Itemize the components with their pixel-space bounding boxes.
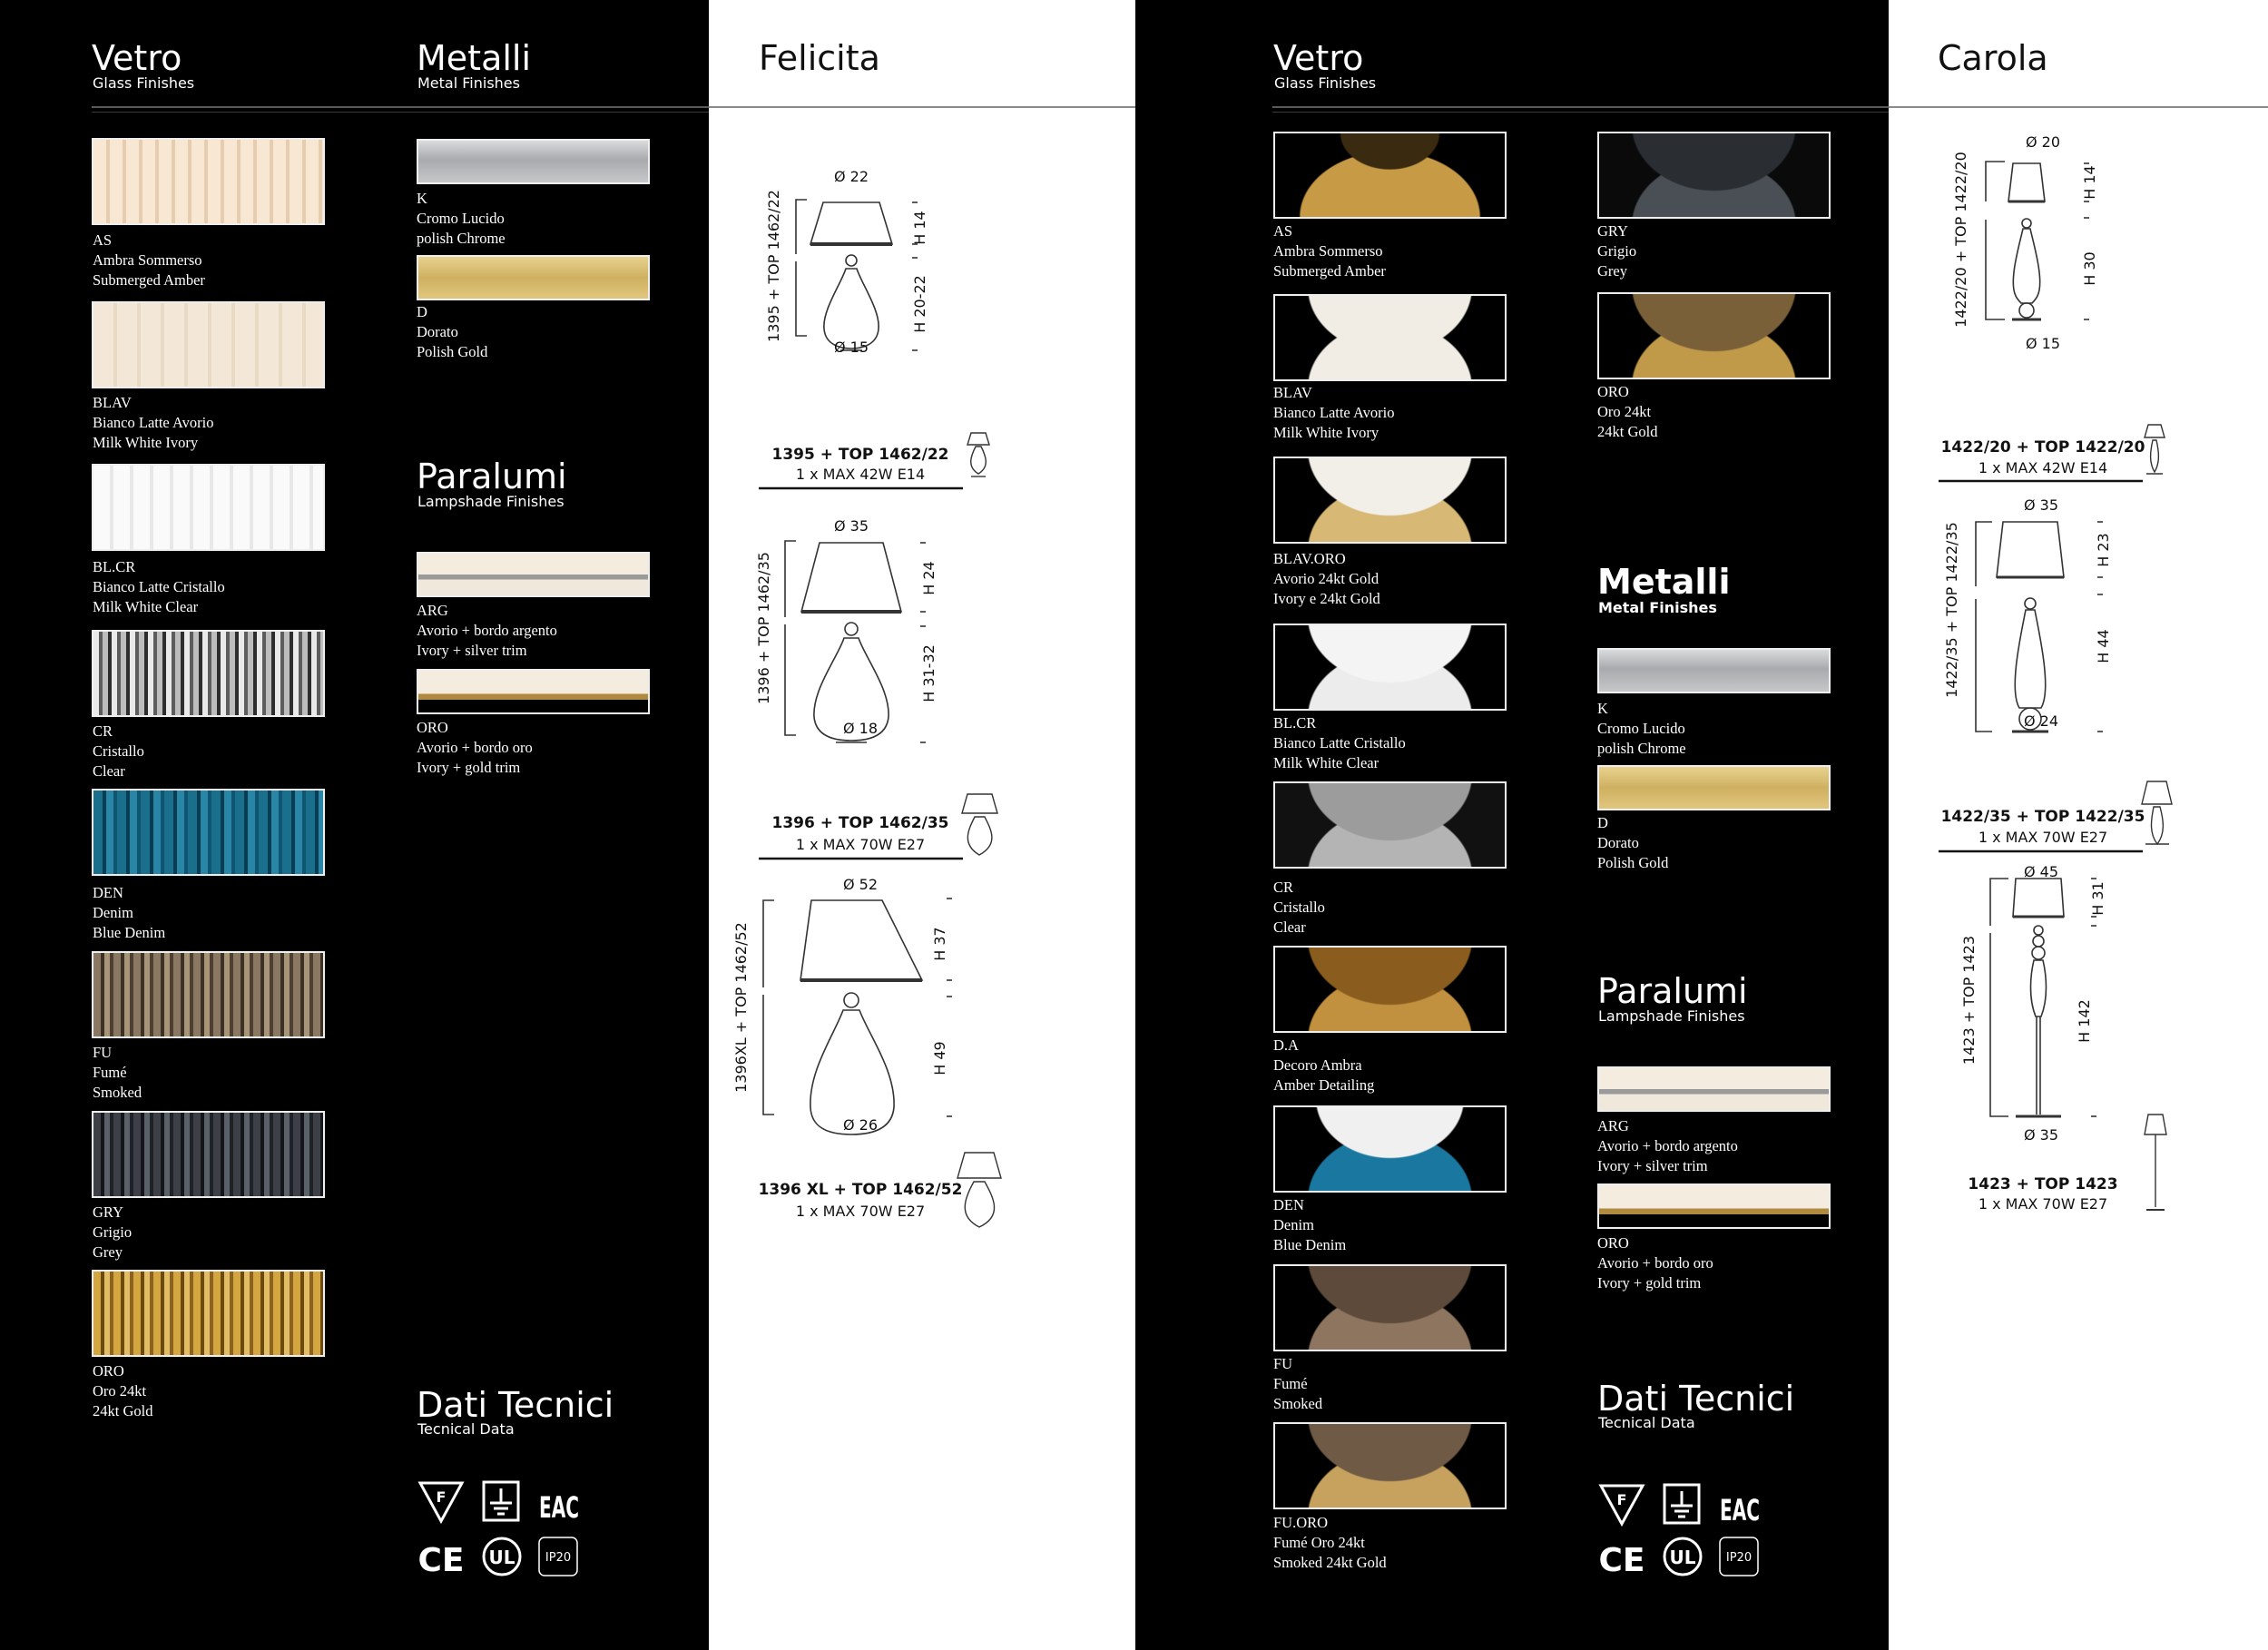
rshade-swatch-arg xyxy=(1597,1066,1831,1112)
metal-caption-d: D Dorato Polish Gold xyxy=(417,303,488,360)
ground-symbol-icon xyxy=(481,1479,521,1523)
metal-swatch-k xyxy=(417,139,650,184)
felicita-header-rule xyxy=(709,106,1135,108)
glass-swatch-oro xyxy=(92,1270,325,1357)
right-header-rule-thin xyxy=(1272,112,1889,113)
carola-3-model: 1423 + TOP 1423 xyxy=(1968,1175,2118,1193)
felicita-1-top-dia: Ø 22 xyxy=(833,168,869,185)
glass-swatch-blcr xyxy=(92,464,325,551)
rglass-caption-oro: ORO Oro 24kt 24kt Gold xyxy=(1597,383,1658,440)
carola-1-top-dia: Ø 20 xyxy=(2025,133,2061,151)
glass-swatch-den xyxy=(92,789,325,876)
felicita-lamp-1 xyxy=(796,200,918,350)
glass-swatch-gry xyxy=(92,1111,325,1198)
felicita-2-spec: 1 x MAX 70W E27 xyxy=(795,836,926,853)
rglass-caption-gry: GRY Grigio Grey xyxy=(1597,222,1637,280)
r-eac-mark-icon xyxy=(1718,1482,1762,1526)
felicita-3-spec: 1 x MAX 70W E27 xyxy=(795,1203,926,1220)
r-f-mark-icon xyxy=(1597,1482,1646,1527)
shade-caption-oro: ORO Avorio + bordo oro Ivory + gold trim xyxy=(417,719,533,776)
rshade-swatch-oro xyxy=(1597,1183,1831,1229)
rglass-swatch-da xyxy=(1273,946,1507,1033)
rglass-swatch-cr xyxy=(1273,781,1507,869)
right-vetro-title: Vetro xyxy=(1273,38,1364,78)
felicita-lamp-3-labels xyxy=(732,876,948,1134)
rglass-caption-fu: FU Fumé Smoked xyxy=(1273,1355,1323,1412)
felicita-2-base-dia: Ø 18 xyxy=(842,720,879,737)
left-vetro-subtitle: Glass Finishes xyxy=(93,74,195,92)
r-ip20-mark-icon xyxy=(1718,1536,1760,1577)
glass-caption-oro: ORO Oro 24kt 24kt Gold xyxy=(93,1362,153,1419)
felicita-lamp-2 xyxy=(785,541,926,742)
glass-caption-blav: BLAV Bianco Latte Avorio Milk White Ivory xyxy=(93,394,214,451)
felicita-3-h2: H 49 xyxy=(931,1041,948,1075)
rglass-caption-blavoro: BLAV.ORO Avorio 24kt Gold Ivory e 24kt Gold xyxy=(1273,550,1380,607)
rglass-swatch-fuoro xyxy=(1273,1422,1507,1509)
carola-2-h1: H 23 xyxy=(2095,533,2112,567)
carola-2-side: 1422/35 + TOP 1422/35 xyxy=(1943,522,1960,698)
glass-caption-cr: CR Cristallo Clear xyxy=(93,722,144,780)
svg-text:IP20: IP20 xyxy=(1725,1551,1753,1565)
felicita-lamp-1-model xyxy=(759,433,989,488)
glass-swatch-cr xyxy=(92,630,325,717)
carola-lamp-1-model xyxy=(1939,425,2165,481)
glass-caption-fu: FU Fumé Smoked xyxy=(93,1044,142,1101)
shade-swatch-oro xyxy=(417,669,650,714)
felicita-lamp-3 xyxy=(763,899,952,1134)
felicita-1-base-dia: Ø 15 xyxy=(833,339,869,356)
rglass-caption-den: DEN Denim Blue Denim xyxy=(1273,1196,1347,1253)
left-paralumi-subtitle: Lampshade Finishes xyxy=(417,493,565,510)
felicita-2-top-dia: Ø 35 xyxy=(833,517,869,535)
right-paralumi-title: Paralumi xyxy=(1597,971,1748,1011)
carola-title: Carola xyxy=(1938,38,2048,78)
carola-header-rule xyxy=(1889,106,2268,108)
glass-swatch-fu xyxy=(92,951,325,1038)
carola-1-side: 1422/20 + TOP 1422/20 xyxy=(1952,152,1969,328)
carola-lamp-2 xyxy=(1976,522,2103,732)
rmetal-caption-k: K Cromo Lucido polish Chrome xyxy=(1597,700,1686,757)
rshade-caption-oro: ORO Avorio + bordo oro Ivory + gold trim xyxy=(1597,1234,1713,1292)
felicita-lamp-2-labels xyxy=(755,517,938,737)
felicita-1-model: 1395 + TOP 1462/22 xyxy=(771,446,949,464)
svg-text:EAC: EAC xyxy=(539,1490,579,1525)
felicita-1-side: 1395 + TOP 1462/22 xyxy=(765,190,782,342)
felicita-3-base-dia: Ø 26 xyxy=(842,1116,879,1134)
carola-3-h2: H 142 xyxy=(2076,999,2093,1043)
carola-3-h1: H 31 xyxy=(2089,881,2106,916)
glass-caption-as: AS Ambra Sommerso Submerged Amber xyxy=(93,231,205,289)
carola-2-base-dia: Ø 24 xyxy=(2023,712,2059,730)
svg-text:F: F xyxy=(1616,1491,1627,1508)
carola-1-thumb-icon xyxy=(2145,425,2165,474)
carola-lamp-2-model xyxy=(1939,781,2172,851)
glass-caption-gry: GRY Grigio Grey xyxy=(93,1203,133,1261)
felicita-2-side: 1396 + TOP 1462/35 xyxy=(755,552,772,704)
rglass-swatch-blav xyxy=(1273,294,1507,381)
felicita-3-model: 1396 XL + TOP 1462/52 xyxy=(758,1181,963,1199)
felicita-2-h1: H 24 xyxy=(920,561,938,595)
carola-lamp-3 xyxy=(1990,879,2096,1116)
rglass-swatch-as xyxy=(1273,132,1507,219)
eac-mark-icon xyxy=(537,1479,581,1523)
felicita-title: Felicita xyxy=(759,38,880,78)
carola-2-model: 1422/35 + TOP 1422/35 xyxy=(1940,808,2145,826)
carola-3-thumb-icon xyxy=(2145,1115,2166,1210)
metal-swatch-d xyxy=(417,255,650,300)
svg-text:UL: UL xyxy=(1669,1547,1696,1568)
felicita-1-h2: H 20-22 xyxy=(911,275,928,333)
felicita-1-h1: H 14 xyxy=(911,211,928,245)
carola-lamp-2-labels xyxy=(1943,496,2112,730)
left-metalli-title: Metalli xyxy=(417,38,532,78)
carola-lamp-3-labels xyxy=(1960,863,2106,1144)
carola-1-h1: H 14 xyxy=(2081,165,2098,200)
felicita-lamp-2-model xyxy=(759,794,997,859)
rglass-swatch-fu xyxy=(1273,1264,1507,1351)
f-mark-icon xyxy=(417,1479,466,1525)
felicita-3-h1: H 37 xyxy=(931,927,948,961)
ip20-mark-icon xyxy=(537,1536,579,1577)
rmetal-caption-d: D Dorato Polish Gold xyxy=(1597,814,1669,871)
carola-1-spec: 1 x MAX 42W E14 xyxy=(1978,459,2108,476)
rmetal-swatch-k xyxy=(1597,648,1831,693)
felicita-drawings xyxy=(709,118,1135,1243)
carola-2-h2: H 44 xyxy=(2095,629,2112,663)
svg-text:UL: UL xyxy=(488,1547,515,1568)
carola-3-spec: 1 x MAX 70W E27 xyxy=(1978,1195,2108,1213)
svg-text:EAC: EAC xyxy=(1720,1493,1760,1527)
r-ul-mark-icon xyxy=(1662,1536,1703,1577)
r-ce-mark-icon xyxy=(1597,1537,1646,1579)
carola-lamp-3-model xyxy=(1968,1115,2166,1213)
right-metalli-title: Metalli xyxy=(1597,562,1731,602)
carola-lamp-1 xyxy=(1986,162,2089,319)
metal-caption-k: K Cromo Lucido polish Chrome xyxy=(417,190,506,247)
carola-1-h2: H 30 xyxy=(2081,251,2098,286)
svg-text:CE: CE xyxy=(1598,1542,1645,1579)
carola-2-thumb-icon xyxy=(2142,781,2172,844)
felicita-3-top-dia: Ø 52 xyxy=(842,876,879,893)
left-metalli-subtitle: Metal Finishes xyxy=(417,74,520,92)
rshade-caption-arg: ARG Avorio + bordo argento Ivory + silver trim xyxy=(1597,1117,1738,1174)
rmetal-swatch-d xyxy=(1597,765,1831,810)
svg-text:F: F xyxy=(436,1488,447,1506)
felicita-3-side: 1396XL + TOP 1462/52 xyxy=(732,922,750,1093)
rglass-caption-da: D.A Decoro Ambra Amber Detailing xyxy=(1273,1036,1375,1094)
felicita-1-thumb-icon xyxy=(967,433,989,476)
left-paralumi-title: Paralumi xyxy=(417,457,567,496)
shade-swatch-arg xyxy=(417,552,650,597)
rglass-swatch-gry xyxy=(1597,132,1831,219)
rglass-swatch-blcr xyxy=(1273,624,1507,711)
felicita-2-model: 1396 + TOP 1462/35 xyxy=(771,814,949,832)
felicita-1-spec: 1 x MAX 42W E14 xyxy=(795,466,926,483)
carola-3-side: 1423 + TOP 1423 xyxy=(1960,935,1978,1066)
rglass-swatch-oro xyxy=(1597,292,1831,379)
ce-mark-icon xyxy=(417,1537,466,1579)
rglass-caption-blav: BLAV Bianco Latte Avorio Milk White Ivory xyxy=(1273,384,1395,441)
ul-mark-icon xyxy=(481,1536,523,1577)
left-dati-title: Dati Tecnici xyxy=(417,1385,614,1425)
glass-caption-blcr: BL.CR Bianco Latte Cristallo Milk White Clear xyxy=(93,558,225,615)
felicita-3-thumb-icon xyxy=(957,1153,1001,1227)
carola-drawings xyxy=(1889,118,2268,1243)
carola-1-model: 1422/20 + TOP 1422/20 xyxy=(1940,438,2145,457)
glass-swatch-as xyxy=(92,138,325,225)
right-paralumi-subtitle: Lampshade Finishes xyxy=(1598,1007,1745,1025)
right-metalli-subtitle: Metal Finishes xyxy=(1598,599,1717,616)
svg-text:IP20: IP20 xyxy=(545,1551,572,1565)
left-header-rule-thin xyxy=(92,112,709,113)
r-ground-symbol-icon xyxy=(1662,1482,1702,1526)
felicita-2-thumb-icon xyxy=(962,794,997,855)
carola-3-base-dia: Ø 35 xyxy=(2023,1126,2059,1144)
right-header-rule xyxy=(1272,106,1889,108)
rglass-caption-blcr: BL.CR Bianco Latte Cristallo Milk White Clear xyxy=(1273,714,1406,771)
carola-1-base-dia: Ø 15 xyxy=(2025,335,2061,352)
right-vetro-subtitle: Glass Finishes xyxy=(1274,74,1377,92)
felicita-lamp-3-model xyxy=(759,1153,1001,1227)
left-vetro-title: Vetro xyxy=(92,38,182,78)
carola-2-top-dia: Ø 35 xyxy=(2023,496,2059,514)
rglass-caption-cr: CR Cristallo Clear xyxy=(1273,879,1325,936)
carola-3-top-dia: Ø 45 xyxy=(2023,863,2059,880)
right-dati-subtitle: Tecnical Data xyxy=(1598,1414,1695,1431)
rglass-swatch-blavoro xyxy=(1273,457,1507,544)
felicita-2-h2: H 31-32 xyxy=(920,644,938,702)
left-header-rule xyxy=(92,106,709,108)
left-dati-subtitle: Tecnical Data xyxy=(417,1420,515,1438)
carola-2-spec: 1 x MAX 70W E27 xyxy=(1978,829,2108,846)
glass-swatch-blav xyxy=(92,301,325,388)
svg-text:CE: CE xyxy=(417,1542,465,1579)
right-dati-title: Dati Tecnici xyxy=(1597,1379,1795,1419)
rglass-caption-as: AS Ambra Sommerso Submerged Amber xyxy=(1273,222,1386,280)
rglass-caption-fuoro: FU.ORO Fumé Oro 24kt Smoked 24kt Gold xyxy=(1273,1514,1387,1571)
rglass-swatch-den xyxy=(1273,1105,1507,1193)
glass-caption-den: DEN Denim Blue Denim xyxy=(93,884,166,941)
shade-caption-arg: ARG Avorio + bordo argento Ivory + silver trim xyxy=(417,602,557,659)
